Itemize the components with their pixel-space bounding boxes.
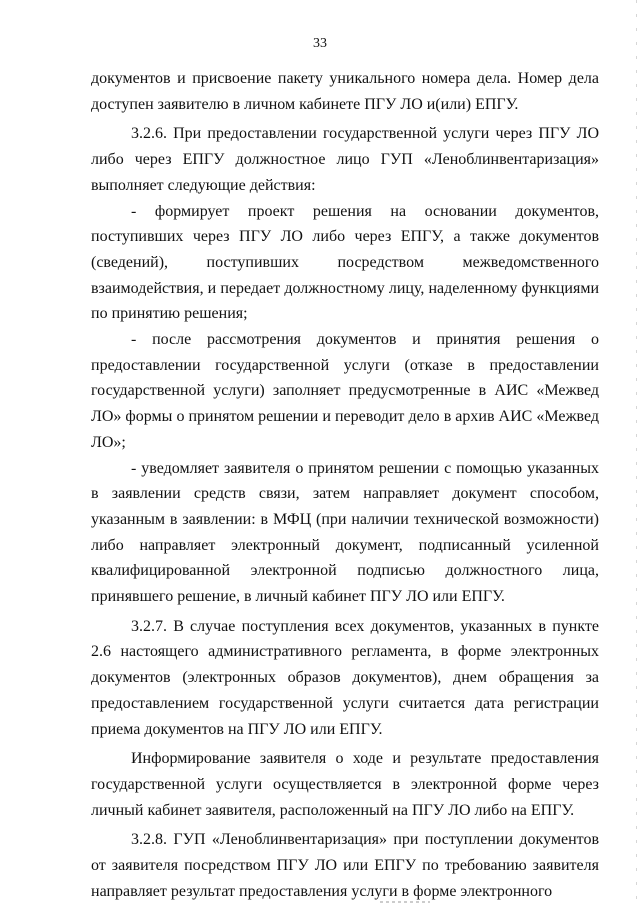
list-item-after-review: - после рассмотрения документов и принятия решения о предоставлении государственной услуги (отказе в предоставлении государственной услуги) заполняет предусмотренные в АИС «Межвед ЛО» формы о принятом решении и переводит дело в архив АИС «Межвед ЛО»; bbox=[91, 331, 599, 451]
scan-mark-artifact bbox=[380, 901, 430, 903]
scan-edge-artifact bbox=[636, 0, 637, 905]
list-item-form-draft: - формирует проект решения на основании документов, поступивших через ПГУ ЛО либо через ЕПГУ, а также документов (сведений), поступивших посредством межведомственного взаимодействия, и передает должностному лицу, наделенному функциями по принятию решения; bbox=[91, 202, 599, 323]
paragraph-3-2-7: 3.2.7. В случае поступления всех документов, указанных в пункте 2.6 настоящего административного регламента, в форме электронных документов (электронных образов документов), днем обращения за предоставлением государственной услуги считается дата регистрации приема документов на ПГУ ЛО или ЕПГУ. bbox=[91, 617, 599, 738]
paragraph-3-2-6: 3.2.6. При предоставлении государственной услуги через ПГУ ЛО либо через ЕПГУ должностное лицо ГУП «Леноблинвентаризация» выполняет следующие действия: bbox=[91, 125, 599, 194]
list-item-notify-applicant: - уведомляет заявителя о принятом решении с помощью указанных в заявлении средств связи, затем направляет документ способом, указанным в заявлении: в МФЦ (при наличии технической возможности) либо направляет электронный документ, подписанный усиленной квалифицированной электронной подписью должностного лица, принявшего решение, в личный кабинет ПГУ ЛО или ЕПГУ. bbox=[91, 459, 599, 606]
paragraph-3-2-8: 3.2.8. ГУП «Леноблинвентаризация» при поступлении документов от заявителя посредством ПГУ ЛО или ЕПГУ по требованию заявителя направляет результат предоставления услуги в форме электронного bbox=[91, 831, 599, 900]
paragraph-informing: Информирование заявителя о ходе и результате предоставления государственной услуги осуществляется в электронной форме через личный кабинет заявителя, расположенный на ПГУ ЛО либо на ЕПГУ. bbox=[91, 750, 599, 819]
document-body bbox=[91, 66, 599, 905]
page-number: 33 bbox=[313, 36, 327, 51]
paragraph-continuation: документов и присвоение пакету уникального номера дела. Номер дела доступен заявителю в личном кабинете ПГУ ЛО и(или) ЕПГУ. bbox=[91, 70, 599, 113]
